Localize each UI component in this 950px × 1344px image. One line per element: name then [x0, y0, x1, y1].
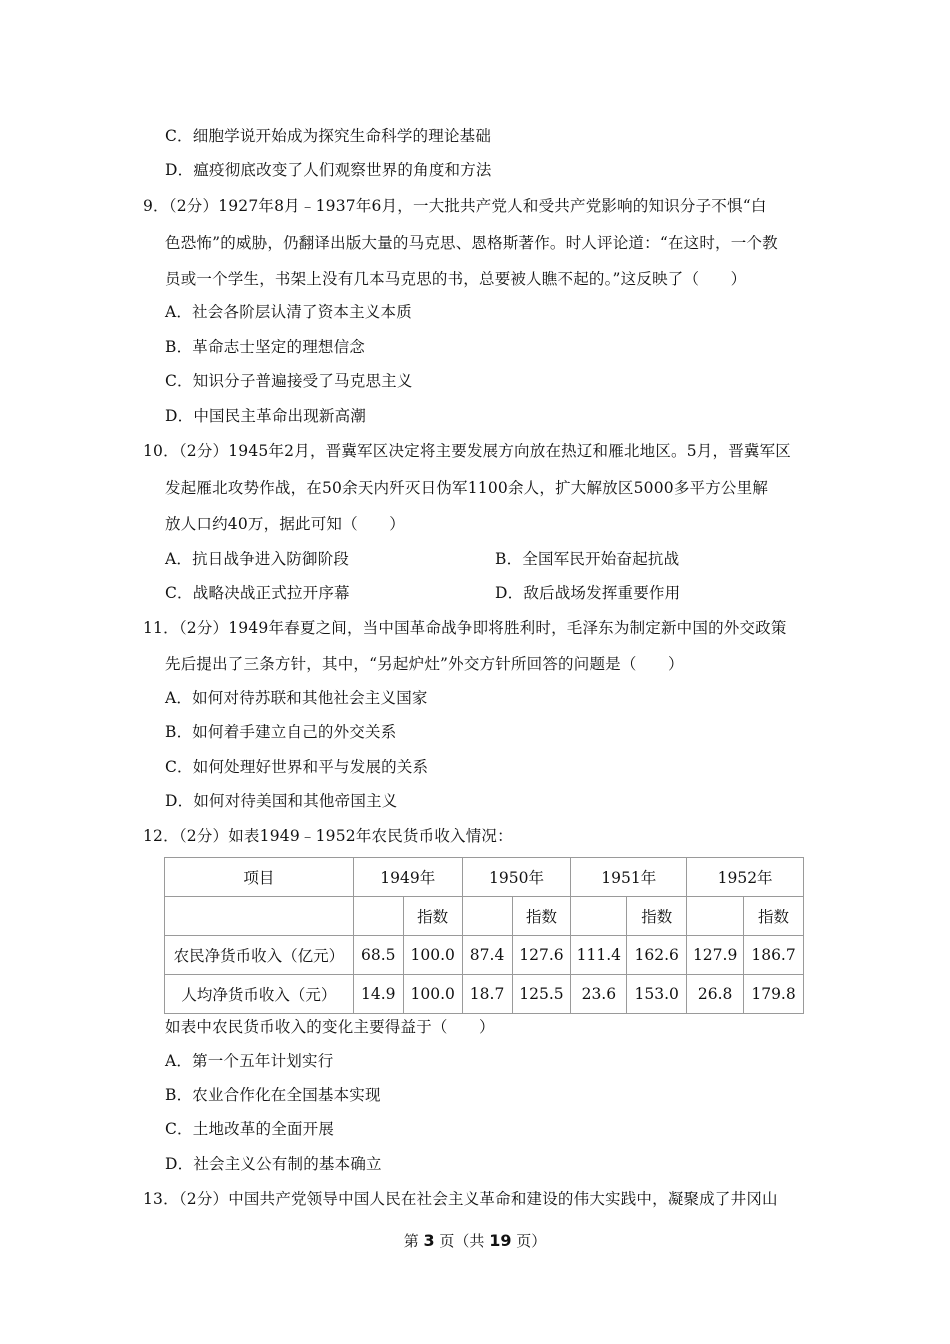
table-cell: 26.8 [687, 975, 744, 1014]
table-subheader-index: 指数 [627, 897, 687, 936]
q10-option-b: B．全国军民开始奋起抗战 [495, 550, 680, 568]
table-header-year: 1949年 [353, 858, 462, 897]
table-row [165, 975, 804, 1014]
table-cell-empty [353, 897, 403, 936]
footer-prefix: 第 [403, 1232, 419, 1250]
table-header-year: 1951年 [571, 858, 687, 897]
table-row [165, 936, 804, 975]
table-header-item: 项目 [165, 858, 354, 897]
table-cell: 127.6 [512, 936, 571, 975]
q11-option-d: D．如何对待美国和其他帝国主义 [165, 792, 398, 810]
q11-stem-line2: 先后提出了三条方针，其中，“另起炉灶”外交方针所回答的问题是（ ） [165, 655, 684, 673]
table-cell: 179.8 [744, 975, 804, 1014]
q12-option-a: A．第一个五年计划实行 [165, 1052, 334, 1070]
table-cell: 14.9 [353, 975, 403, 1014]
q11-stem-line1: 11．（2分）1949年春夏之间，当中国革命战争即将胜利时，毛泽东为制定新中国的外交政策 [143, 619, 787, 637]
table-cell: 100.0 [403, 975, 462, 1014]
table-subheader-index: 指数 [512, 897, 571, 936]
table-header-row [165, 858, 804, 897]
q9-option-c: C．知识分子普遍接受了马克思主义 [165, 372, 413, 390]
q12-stem-line2: 如表中农民货币收入的变化主要得益于（ ） [165, 1018, 495, 1036]
table-row-label: 人均净货币收入（元） [165, 975, 354, 1014]
table-header-year: 1952年 [687, 858, 804, 897]
table-cell: 87.4 [462, 936, 512, 975]
q10-stem-line2: 发起雁北攻势作战，在50余天内歼灭日伪军1100余人，扩大解放区5000多平方公里解 [165, 479, 769, 497]
q10-option-d: D．敌后战场发挥重要作用 [495, 584, 681, 602]
footer-suffix: 页） [516, 1232, 547, 1250]
q10-option-c: C．战略决战正式拉开序幕 [165, 584, 350, 602]
page-footer [0, 1230, 950, 1252]
footer-page-number: 3 [423, 1231, 435, 1250]
table-cell: 153.0 [627, 975, 687, 1014]
prev-option-c: C．细胞学说开始成为探究生命科学的理论基础 [165, 127, 492, 145]
q11-option-c: C．如何处理好世界和平与发展的关系 [165, 758, 429, 776]
table-header-year: 1950年 [462, 858, 571, 897]
q11-option-b: B．如何着手建立自己的外交关系 [165, 723, 397, 741]
table-cell-empty [462, 897, 512, 936]
table-cell: 127.9 [687, 936, 744, 975]
table-cell-empty [571, 897, 627, 936]
income-table [164, 857, 804, 1014]
q9-stem-line3: 员或一个学生，书架上没有几本马克思的书，总要被人瞧不起的。”这反映了（ ） [165, 270, 747, 288]
table-cell: 100.0 [403, 936, 462, 975]
table-cell-empty [165, 897, 354, 936]
q12-option-c: C．土地改革的全面开展 [165, 1120, 335, 1138]
table-cell: 68.5 [353, 936, 403, 975]
table-subheader-index: 指数 [744, 897, 804, 936]
q12-stem-line1: 12．（2分）如表1949﹣1952年农民货币收入情况： [143, 827, 513, 845]
q9-stem-line1: 9．（2分）1927年8月﹣1937年6月，一大批共产党人和受共产党影响的知识分子不惧“白 [143, 197, 767, 215]
q10-option-a: A．抗日战争进入防御阶段 [165, 550, 350, 568]
table-cell: 18.7 [462, 975, 512, 1014]
prev-option-d: D．瘟疫彻底改变了人们观察世界的角度和方法 [165, 161, 492, 179]
q9-option-a: A．社会各阶层认清了资本主义本质 [165, 303, 412, 321]
q9-option-d: D．中国民主革命出现新高潮 [165, 407, 367, 425]
q11-option-a: A．如何对待苏联和其他社会主义国家 [165, 689, 428, 707]
q12-option-b: B．农业合作化在全国基本实现 [165, 1086, 381, 1104]
table-cell: 186.7 [744, 936, 804, 975]
table-cell: 111.4 [571, 936, 627, 975]
q9-stem-line2: 色恐怖”的威胁，仍翻译出版大量的马克思、恩格斯著作。时人评论道：“在这时，一个教 [165, 234, 778, 252]
q13-stem-line1: 13．（2分）中国共产党领导中国人民在社会主义革命和建设的伟大实践中，凝聚成了井冈山 [143, 1190, 778, 1208]
table-subheader-index: 指数 [403, 897, 462, 936]
table-cell-empty [687, 897, 744, 936]
q12-option-d: D．社会主义公有制的基本确立 [165, 1155, 382, 1173]
q10-stem-line3: 放人口约40万，据此可知（ ） [165, 515, 405, 533]
q9-option-b: B．革命志士坚定的理想信念 [165, 338, 365, 356]
table-row-label: 农民净货币收入（亿元） [165, 936, 354, 975]
table-cell: 23.6 [571, 975, 627, 1014]
table-subheader-row [165, 897, 804, 936]
q10-stem-line1: 10．（2分）1945年2月，晋冀军区决定将主要发展方向放在热辽和雁北地区。5月，晋冀军区 [143, 442, 792, 460]
footer-total-pages: 19 [489, 1231, 512, 1250]
table-cell: 162.6 [627, 936, 687, 975]
table-cell: 125.5 [512, 975, 571, 1014]
footer-middle: 页（共 [439, 1232, 485, 1250]
